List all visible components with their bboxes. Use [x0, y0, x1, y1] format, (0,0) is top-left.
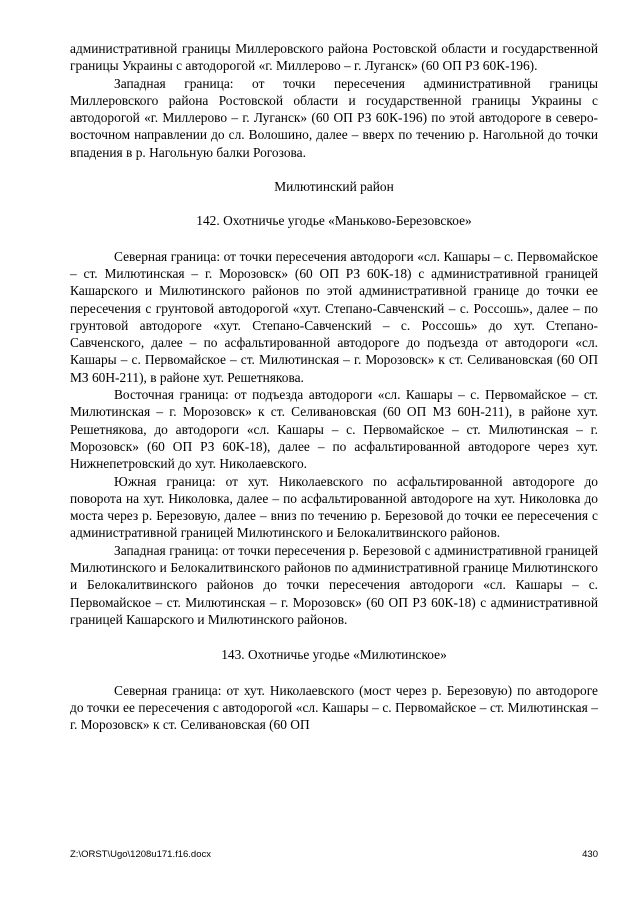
- area-143-northern-border: Северная граница: от хут. Николаевского (мост через р. Березовую) по автодороге до точки ее пересечения с автодорогой «сл. Кашары – с. Первомайское – ст. Милютинская – г. Морозовск» к ст. Селивановская (60 ОП: [70, 682, 598, 733]
- area-142-southern-border: Южная граница: от хут. Николаевского по асфальтированной автодороге до поворота на хут. Николовка, далее – по асфальтированной автодороге на хут. Николовка до моста через р. Березовую, далее – вниз по течению р. Березовой до точки ее пересечения с административной границей Милютинского и Белокалитвинского районов.: [70, 473, 598, 541]
- district-heading: Милютинский район: [274, 179, 394, 195]
- paragraph-continuation: административной границы Миллеровского района Ростовской области и государственной границы Украины с автодорогой «г. Миллерово – г. Луганск» (60 ОП РЗ 60К-196).: [70, 41, 598, 74]
- area-143-heading: 143. Охотничье угодье «Милютинское»: [221, 647, 447, 663]
- paragraph-western-border: Западная граница: от точки пересечения административной границы Миллеровского района Ростовской области и государственной границы Украины с автодорогой «г. Миллерово – г. Луганск» (60 ОП РЗ 60К-196) по этой автодороге в северо-восточном направлении до сл. Волошино, далее – вверх по течению р. Нагольной до точки впадения в р. Нагольную балки Рогозова.: [70, 75, 598, 160]
- document-page: [70, 40, 598, 733]
- page-footer: [70, 849, 598, 861]
- area-142-western-border: Западная граница: от точки пересечения р. Березовой с административной границей Милютинского и Белокалитвинского районов по административной границе Милютинского и Белокалитвинского районов до точки пересечения автодороги «сл. Кашары – с. Первомайское – ст. Милютинская – г. Морозовск» (60 ОП РЗ 60К-18) с административной границей Кашарского и Милютинского районов.: [70, 542, 598, 627]
- footer-page-number: 430: [582, 849, 598, 860]
- area-142-eastern-border: Восточная граница: от подъезда автодороги «сл. Кашары – с. Первомайское – ст. Милютинская – г. Морозовск» к ст. Селивановская (60 ОП МЗ 60Н-211), в районе хут. Решетнякова, до автодороги «сл. Кашары – с. Первомайское – ст. Милютинская – г. Морозовск» (60 ОП РЗ 60К-18), далее – по асфальтированной автодороге через хут. Нижнепетровский до хут. Николаевского.: [70, 387, 598, 472]
- area-142-northern-border: Северная граница: от точки пересечения автодороги «сл. Кашары – с. Первомайское – ст. Милютинская – г. Морозовск» (60 ОП РЗ 60К-18) с административной границей Кашарского и Милютинского районов по этой административной границе до точки ее пересечения с грунтовой автодорогой «хут. Степано-Савченский – с. Россошь», далее – по грунтовой автодороге «хут. Степано-Савченский – с. Россошь» до хут. Степано-Савченского, далее – по асфальтированной автодороге до подъезда от автодороги «сл. Кашары – с. Первомайское – ст. Милютинская – г. Морозовск» к ст. Селивановская (60 ОП МЗ 60Н-211), в районе хут. Решетнякова.: [70, 248, 598, 385]
- footer-file-path: Z:\ORST\Ugo\1208u171.f16.docx: [70, 849, 211, 860]
- area-142-heading: 142. Охотничье угодье «Маньково-Березовское»: [196, 213, 472, 229]
